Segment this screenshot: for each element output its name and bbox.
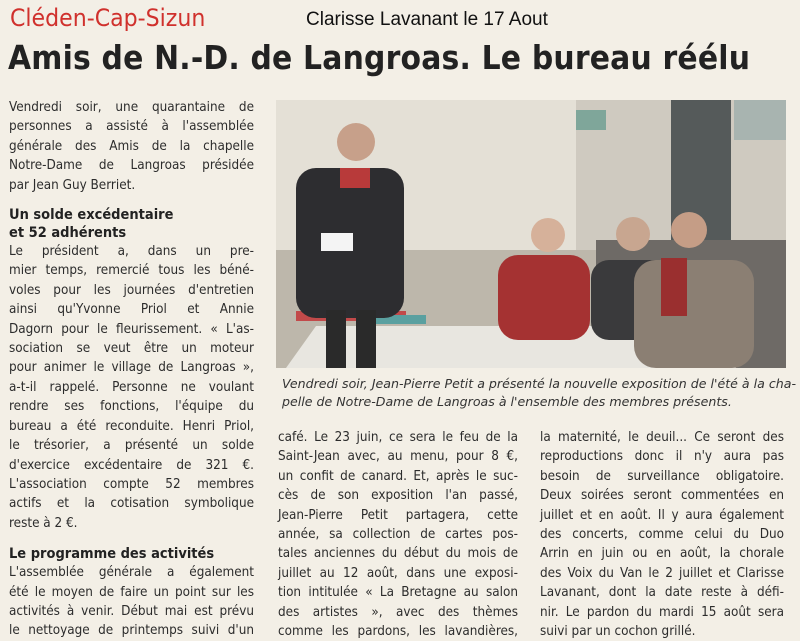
body-paragraph-4 <box>540 428 784 641</box>
text-line: générale des Amis de la chapelle <box>9 138 254 154</box>
text-line: des Voix du Van le 2 juillet et Clarisse <box>540 565 784 581</box>
photo-illustration <box>276 100 786 368</box>
text-line: un confit de canard. Et, après le suc- <box>278 468 518 484</box>
section-rubric: Cléden-Cap-Sizun <box>10 4 206 32</box>
text-line: suivi par un cochon grillé. <box>540 624 696 640</box>
text-line: actifs et la cotisation symbolique <box>9 496 254 512</box>
body-paragraph-1 <box>9 242 254 533</box>
text-line: voles pour les journées d'entretien <box>9 282 254 298</box>
text-line: comme les pardons, les lavandières, <box>278 624 518 640</box>
subheading-line: Un solde excédentaire <box>9 207 174 224</box>
text-line: le nettoyage de printemps suivi d'un <box>9 623 254 639</box>
text-line: Vendredi soir, une quarantaine de <box>9 100 254 115</box>
text-line: juillet et en août. Il y aura également <box>540 507 784 523</box>
text-line: personnes a assisté à l'assemblée <box>9 119 254 135</box>
text-line: pour animer le village de Langroas », <box>9 360 254 376</box>
text-line: rendre ses fonctions, l'équipe du <box>9 399 254 415</box>
text-line: d'exercice excédentaire de 321 €. <box>9 457 254 473</box>
text-line: Arrin en juin ou en août, la chorale <box>540 546 784 562</box>
photo-caption <box>282 375 796 411</box>
text-line: sociation se veut être un moteur <box>9 341 254 357</box>
body-paragraph-3 <box>278 428 518 641</box>
column-1 <box>9 98 254 641</box>
text-line: L'assemblée générale a également <box>9 565 254 581</box>
text-line: Saint-Jean avec, au menu, pour 8 €, <box>278 449 518 465</box>
text-line: Notre-Dame de Langroas présidée <box>9 158 254 174</box>
text-line: activités à venir. Début mai est prévu <box>9 603 254 619</box>
text-line: année, sa collection de cartes pos- <box>278 527 518 543</box>
text-line: le trésorier, a présenté un solde <box>9 438 254 454</box>
text-line: Dagorn pour le fleurissement. « L'as- <box>9 321 254 337</box>
text-line: Deux soirées seront commentées en <box>540 488 784 504</box>
text-line: bureau a été reconduite. Henri Priol, <box>9 418 254 434</box>
text-line: mier temps, remercié tous les béné- <box>9 263 254 279</box>
text-line: tion intitulée « La Bretagne au salon <box>278 585 518 601</box>
column-2 <box>278 428 518 641</box>
subheading-programme <box>9 545 254 563</box>
body-paragraph-2 <box>9 563 254 641</box>
text-line: Jean-Pierre Petit partagera, cette <box>278 507 518 523</box>
handwritten-style-note: Clarisse Lavanant le 17 Aout <box>306 9 548 30</box>
subheading-line: Le programme des activités <box>9 546 215 563</box>
text-line: Le président a, dans un pre- <box>9 244 254 260</box>
text-line: a-t-il rappelé. Personne ne voulant <box>9 379 254 395</box>
text-line: été le moyen de faire un point sur les <box>9 584 254 600</box>
caption-line: Vendredi soir, Jean-Pierre Petit a présenté la nouvelle exposition de l'été à la cha- <box>282 376 796 391</box>
subheading-line: et 52 adhérents <box>9 225 127 242</box>
text-line: café. Le 23 juin, ce sera le feu de la <box>278 430 518 445</box>
text-line: reproductions donc il n'y aura pas <box>540 449 784 465</box>
text-line: des concerts, comme celui du Duo <box>540 527 784 543</box>
text-line: juillet au 12 août, dans une exposi- <box>278 565 518 581</box>
article-photo <box>276 100 786 368</box>
text-line: nir. Le pardon du mardi 15 août sera <box>540 604 784 620</box>
article-headline: Amis de N.-D. de Langroas. Le bureau réélu <box>8 38 751 77</box>
text-line: des artistes », avec des thèmes <box>278 604 518 620</box>
subheading-solde <box>9 206 254 242</box>
caption-line: pelle de Notre-Dame de Langroas à l'ensemble des membres présents. <box>282 394 732 409</box>
text-line: la maternité, le deuil... Ce seront des <box>540 430 784 445</box>
text-line: besoin de surveillance obligatoire. <box>540 468 784 484</box>
text-line: par Jean Guy Berriet. <box>9 177 136 193</box>
text-line: L'association compte 52 membres <box>9 476 254 492</box>
text-line: Lavanant, dont la date reste à défi- <box>540 585 784 601</box>
text-line: cès de son exposition l'an passé, <box>278 488 518 504</box>
column-3 <box>540 428 784 641</box>
text-line: reste à 2 €. <box>9 515 78 531</box>
text-line: tales anciennes du début du mois de <box>278 546 518 562</box>
intro-paragraph <box>9 98 254 195</box>
text-line: ainsi qu'Yvonne Priol et Annie <box>9 302 254 318</box>
